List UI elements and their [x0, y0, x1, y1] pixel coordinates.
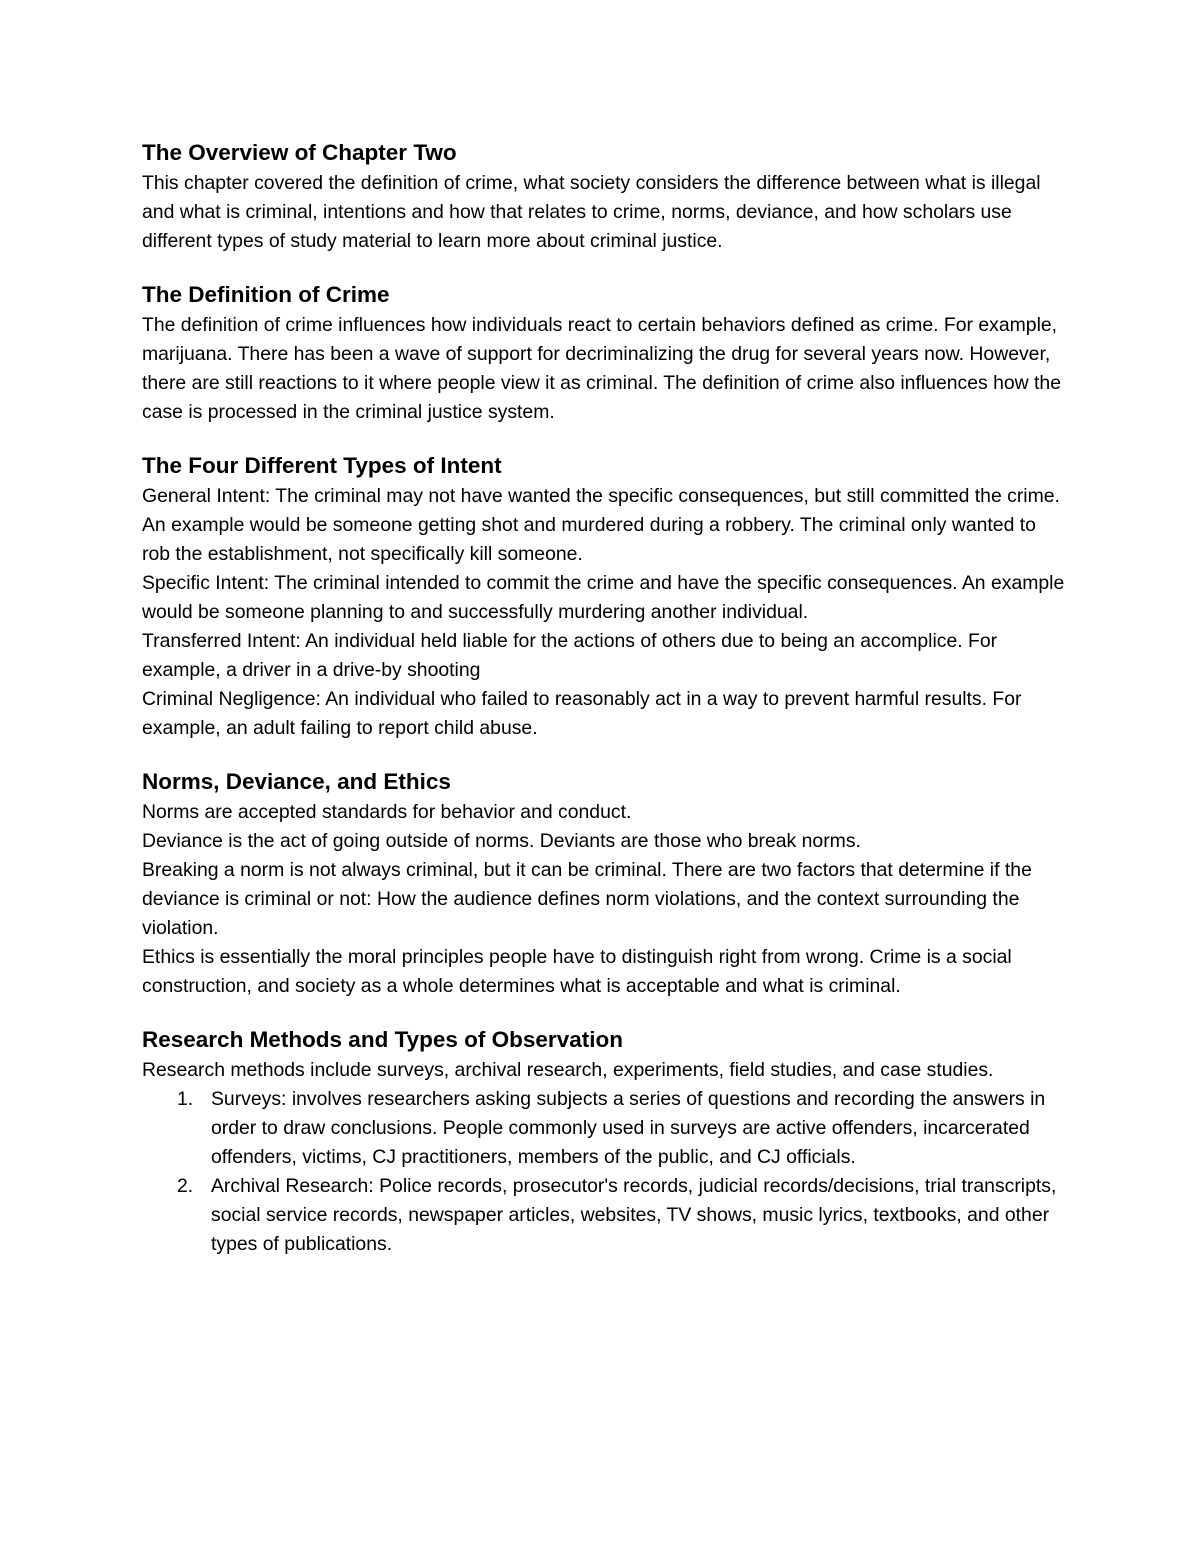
paragraph-transferred-intent: Transferred Intent: An individual held liable for the actions of others due to being an accomplice. For example, a driver in a drive-by shooting: [142, 630, 998, 681]
list-item: [142, 1085, 1067, 1172]
section-definition-of-crime: [142, 280, 1067, 427]
section-heading: The Overview of Chapter Two: [142, 140, 457, 165]
document-page: [142, 138, 1067, 1283]
section-norms-deviance-ethics: [142, 767, 1067, 1001]
section-heading: Research Methods and Types of Observation: [142, 1027, 623, 1052]
numbered-list: [142, 1085, 1067, 1259]
paragraph-norms: Norms are accepted standards for behavior and conduct.: [142, 801, 632, 823]
paragraph-ethics: Ethics is essentially the moral principles people have to distinguish right from wrong. Crime is a social construction, and society as a whole determines what is acceptable and what is criminal.: [142, 946, 1012, 997]
list-item-number: 2.: [177, 1175, 194, 1197]
section-research-methods: [142, 1025, 1067, 1259]
paragraph-deviance: Deviance is the act of going outside of norms. Deviants are those who break norms.: [142, 830, 861, 852]
section-heading: Norms, Deviance, and Ethics: [142, 769, 451, 794]
paragraph: Research methods include surveys, archival research, experiments, field studies, and case studies.: [142, 1059, 994, 1081]
paragraph: This chapter covered the definition of crime, what society considers the difference between what is illegal and what is criminal, intentions and how that relates to crime, norms, deviance, and how scholars use different types of study material to learn more about criminal justice.: [142, 172, 1041, 252]
section-heading: The Definition of Crime: [142, 282, 390, 307]
section-types-of-intent: [142, 451, 1067, 743]
list-item-text: Surveys: involves researchers asking subjects a series of questions and recording the answers in order to draw conclusions. People commonly used in surveys are active offenders, incarcerated offenders, victims, CJ practitioners, members of the public, and CJ officials.: [211, 1088, 1046, 1168]
list-item-text: Archival Research: Police records, prosecutor's records, judicial records/decisions, trial transcripts, social service records, newspaper articles, websites, TV shows, music lyrics, textbooks, and other types of publications.: [211, 1175, 1057, 1255]
section-chapter-overview: [142, 138, 1067, 256]
paragraph-criminal-negligence: Criminal Negligence: An individual who failed to reasonably act in a way to prevent harmful results. For example, an adult failing to report child abuse.: [142, 688, 1022, 739]
paragraph: The definition of crime influences how individuals react to certain behaviors defined as crime. For example, marijuana. There has been a wave of support for decriminalizing the drug for several years now. However, there are still reactions to it where people view it as criminal. The definition of crime also influences how the case is processed in the criminal justice system.: [142, 314, 1061, 423]
section-heading: The Four Different Types of Intent: [142, 453, 502, 478]
list-item-number: 1.: [177, 1088, 194, 1110]
paragraph-breaking-norm: Breaking a norm is not always criminal, but it can be criminal. There are two factors that determine if the deviance is criminal or not: How the audience defines norm violations, and the context surrounding the violation.: [142, 859, 1032, 939]
list-item: [142, 1172, 1067, 1259]
paragraph-general-intent: General Intent: The criminal may not have wanted the specific consequences, but still committed the crime. An example would be someone getting shot and murdered during a robbery. The criminal only wanted to rob the establishment, not specifically kill someone.: [142, 485, 1060, 565]
paragraph-specific-intent: Specific Intent: The criminal intended to commit the crime and have the specific consequences. An example would be someone planning to and successfully murdering another individual.: [142, 572, 1065, 623]
